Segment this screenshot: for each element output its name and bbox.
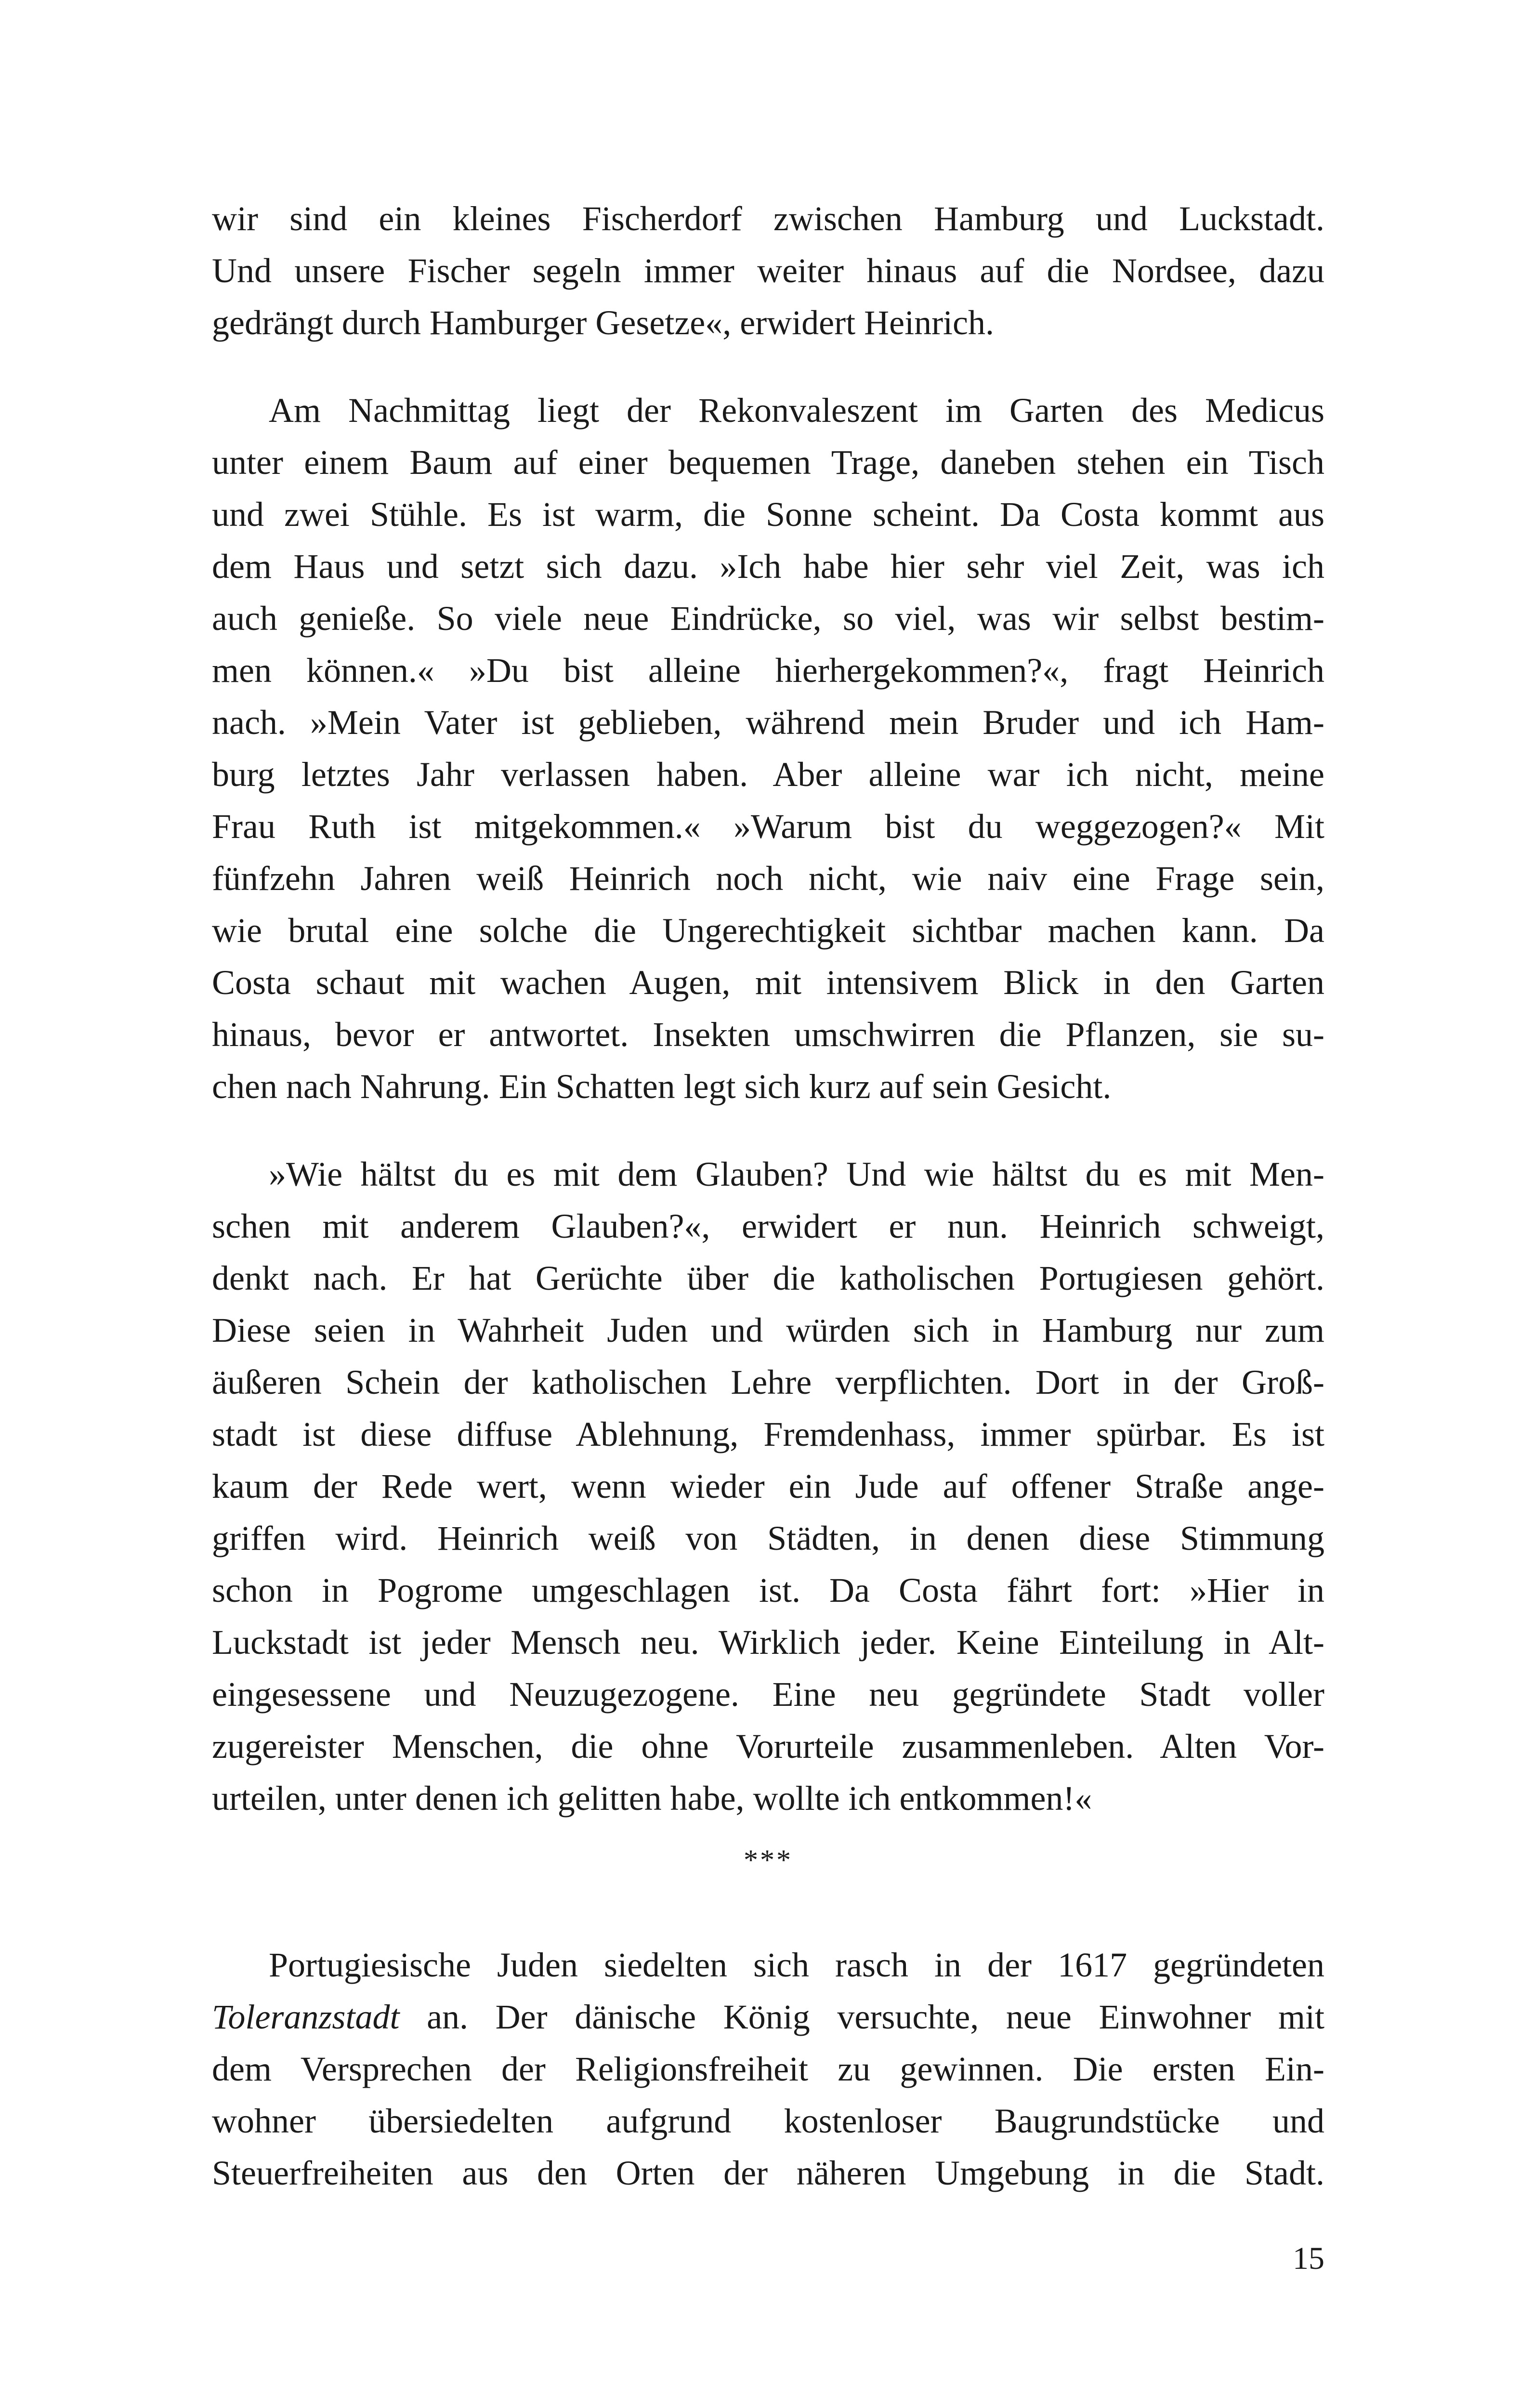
text-line: schen mit anderem Glauben?«, erwidert er nun. Heinrich schweigt, — [212, 1207, 1324, 1245]
text-line: denkt nach. Er hat Gerüchte über die katholischen Portugiesen gehört. — [212, 1259, 1324, 1297]
paragraph-gap — [212, 349, 1324, 384]
book-page — [212, 193, 1324, 2360]
text-line: Costa schaut mit wachen Augen, mit intensivem Blick in den Garten — [212, 963, 1324, 1002]
text-line: stadt ist diese diffuse Ablehnung, Fremdenhass, immer spürbar. Es ist — [212, 1415, 1324, 1453]
text-line: Diese seien in Wahrheit Juden und würden sich in Hamburg nur zum — [212, 1311, 1324, 1349]
text-line: nach. »Mein Vater ist geblieben, während mein Bruder und ich Ham- — [212, 703, 1324, 742]
text-line: und zwei Stühle. Es ist warm, die Sonne scheint. Da Costa kommt aus — [212, 495, 1324, 534]
text-line: eingesessene und Neuzugezogene. Eine neu gegründete Stadt voller — [212, 1675, 1324, 1714]
text-line: äußeren Schein der katholischen Lehre verpflichten. Dort in der Groß- — [212, 1363, 1324, 1401]
italic-term: Toleranzstadt — [212, 1998, 400, 2036]
paragraph-4 — [212, 1939, 1324, 2199]
section-separator: *** — [744, 1844, 793, 1876]
text-line: dem Haus und setzt sich dazu. »Ich habe hier sehr viel Zeit, was ich — [212, 547, 1324, 586]
text-line: wir sind ein kleines Fischerdorf zwischen Hamburg und Luckstadt. — [212, 199, 1324, 238]
paragraph-gap — [212, 1112, 1324, 1148]
text-line: hinaus, bevor er antwortet. Insekten umschwirren die Pflanzen, sie su- — [212, 1015, 1324, 1054]
text-line: »Wie hältst du es mit dem Glauben? Und wie hältst du es mit Men- — [269, 1155, 1324, 1193]
text-line: men können.« »Du bist alleine hierhergekommen?«, fragt Heinrich — [212, 651, 1324, 690]
page-number: 15 — [1293, 2241, 1324, 2276]
text-line: chen nach Nahrung. Ein Schatten legt sich kurz auf sein Gesicht. — [212, 1067, 1112, 1106]
paragraph-3 — [212, 1148, 1324, 1824]
text-line: griffen wird. Heinrich weiß von Städten, in denen diese Stimmung — [212, 1519, 1324, 1557]
text-line: auch genieße. So viele neue Eindrücke, so viel, was wir selbst bestim- — [212, 599, 1324, 638]
text-line: schon in Pogrome umgeschlagen ist. Da Costa fährt fort: »Hier in — [212, 1571, 1324, 1610]
paragraph-1 — [212, 193, 1324, 349]
text-line: wie brutal eine solche die Ungerechtigkeit sichtbar machen kann. Da — [212, 911, 1324, 950]
text-line: Portugiesische Juden siedelten sich rasch in der 1617 gegründeten — [269, 1946, 1324, 1984]
text-line: burg letztes Jahr verlassen haben. Aber alleine war ich nicht, meine — [212, 755, 1324, 794]
text-line: dem Versprechen der Religionsfreiheit zu gewinnen. Die ersten Ein- — [212, 2050, 1324, 2088]
text-line: kaum der Rede wert, wenn wieder ein Jude auf offener Straße ange- — [212, 1467, 1324, 1505]
text-line: Am Nachmittag liegt der Rekonvaleszent im Garten des Medicus — [269, 391, 1324, 430]
text-line: gedrängt durch Hamburger Gesetze«, erwidert Heinrich. — [212, 303, 995, 342]
text-line: Frau Ruth ist mitgekommen.« »Warum bist du weggezogen?« Mit — [212, 807, 1324, 846]
text-fragment: an. Der dänische König versuchte, neue Einwohner mit — [399, 1998, 1324, 2036]
text-line: Luckstadt ist jeder Mensch neu. Wirklich jeder. Keine Einteilung in Alt- — [212, 1623, 1324, 1662]
text-line: urteilen, unter denen ich gelitten habe, wollte ich entkommen!« — [212, 1779, 1092, 1818]
text-line: fünfzehn Jahren weiß Heinrich noch nicht, wie naiv eine Frage sein, — [212, 859, 1324, 898]
text-line: unter einem Baum auf einer bequemen Trage, daneben stehen ein Tisch — [212, 443, 1324, 482]
text-line: zugereister Menschen, die ohne Vorurteile zusammenleben. Alten Vor- — [212, 1727, 1324, 1766]
text-line: Und unsere Fischer segeln immer weiter hinaus auf die Nordsee, dazu — [212, 251, 1324, 290]
paragraph-2 — [212, 384, 1324, 1112]
text-line: Steuerfreiheiten aus den Orten der näheren Umgebung in die Stadt. — [212, 2154, 1324, 2192]
text-line: wohner übersiedelten aufgrund kostenloser Baugrundstücke und — [212, 2102, 1324, 2140]
text-line — [212, 1991, 1324, 2043]
